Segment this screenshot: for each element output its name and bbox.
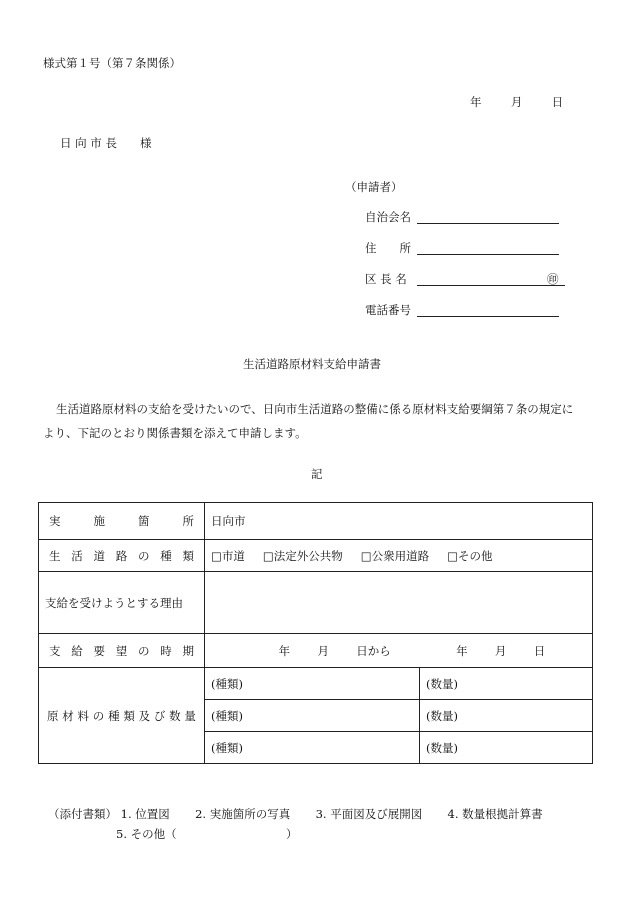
association-name-field[interactable]: [417, 223, 559, 224]
form-number: 様式第１号（第７条関係）: [43, 56, 181, 70]
attachments-line: [48, 806, 543, 822]
label-road-type: 生 活 道 路 の 種 類: [39, 540, 205, 572]
row-period: [39, 634, 593, 668]
checkbox-other[interactable]: □その他: [447, 548, 493, 563]
attachments-label: （添付書類）: [48, 807, 117, 821]
material-kind-field[interactable]: (種類): [205, 700, 420, 732]
row-reason: [39, 572, 593, 634]
period-to-month: 月: [494, 643, 507, 658]
material-kind-field[interactable]: (種類): [205, 732, 420, 764]
seal-mark: ㊞: [547, 272, 559, 286]
body-line-1: 生活道路原材料の支給を受けたいので、日向市生活道路の整備に係る原材料支給要綱第７条の規定に: [56, 402, 574, 416]
row-location: [39, 503, 593, 540]
attachment-item: 1. 位置図: [120, 807, 170, 821]
ki-marker: 記: [311, 467, 323, 481]
reason-field[interactable]: [205, 572, 593, 634]
applicant-label: 住 所: [365, 241, 411, 255]
checkbox-public-road[interactable]: □公衆用道路: [360, 548, 430, 563]
row-road-type: [39, 540, 593, 572]
period-from-day: 日から: [356, 643, 391, 658]
address-field[interactable]: [417, 254, 559, 255]
material-qty-field[interactable]: (数量): [420, 732, 593, 764]
label-period: 支 給 要 望 の 時 期: [39, 634, 205, 668]
applicant-heading: （申請者）: [345, 180, 403, 194]
applicant-label: 自治会名: [365, 210, 411, 224]
material-row: [39, 668, 593, 700]
date-month: 月: [510, 95, 523, 109]
checkbox-non-statutory[interactable]: □法定外公共物: [262, 548, 343, 563]
date-year: 年: [470, 95, 482, 109]
attachments-other-line: [116, 826, 297, 842]
applicant-label: 区 長 名: [365, 272, 407, 286]
phone-field[interactable]: [417, 316, 559, 317]
addressee: 日 向 市 長 様: [60, 136, 152, 150]
period-from-month: 月: [317, 643, 329, 658]
period-from-year: 年: [278, 643, 291, 658]
road-type-options: [205, 540, 593, 572]
document-title: 生活道路原材料支給申請書: [243, 357, 381, 371]
date-line: [470, 94, 563, 110]
material-qty-field[interactable]: (数量): [420, 700, 593, 732]
location-value[interactable]: 日向市: [205, 503, 593, 540]
attachment-item: 2. 実施箇所の写真: [195, 807, 291, 821]
checkbox-city-road[interactable]: □市道: [211, 548, 245, 563]
label-materials: 原 材 料 の 種 類 及 び 数 量: [39, 668, 205, 764]
label-location: 実 施 箇 所: [39, 503, 205, 540]
period-to-day: 日: [533, 643, 546, 658]
attachment-other-close: ）: [285, 827, 298, 841]
attachment-item: 4. 数量根拠計算書: [447, 807, 543, 821]
material-qty-field[interactable]: (数量): [420, 668, 593, 700]
period-to-year: 年: [456, 643, 468, 658]
date-day: 日: [551, 95, 564, 109]
attachment-item: 3. 平面図及び展開図: [315, 807, 423, 821]
attachment-other: 5. その他（: [116, 827, 177, 841]
material-kind-field[interactable]: (種類): [205, 668, 420, 700]
label-reason: 支給を受けようとする理由: [39, 572, 205, 634]
period-field[interactable]: [205, 634, 593, 668]
chief-name-field[interactable]: [417, 285, 565, 286]
applicant-label: 電話番号: [365, 303, 411, 317]
body-line-2: より、下記のとおり関係書類を添えて申請します。: [43, 426, 307, 440]
application-table: [38, 502, 593, 764]
